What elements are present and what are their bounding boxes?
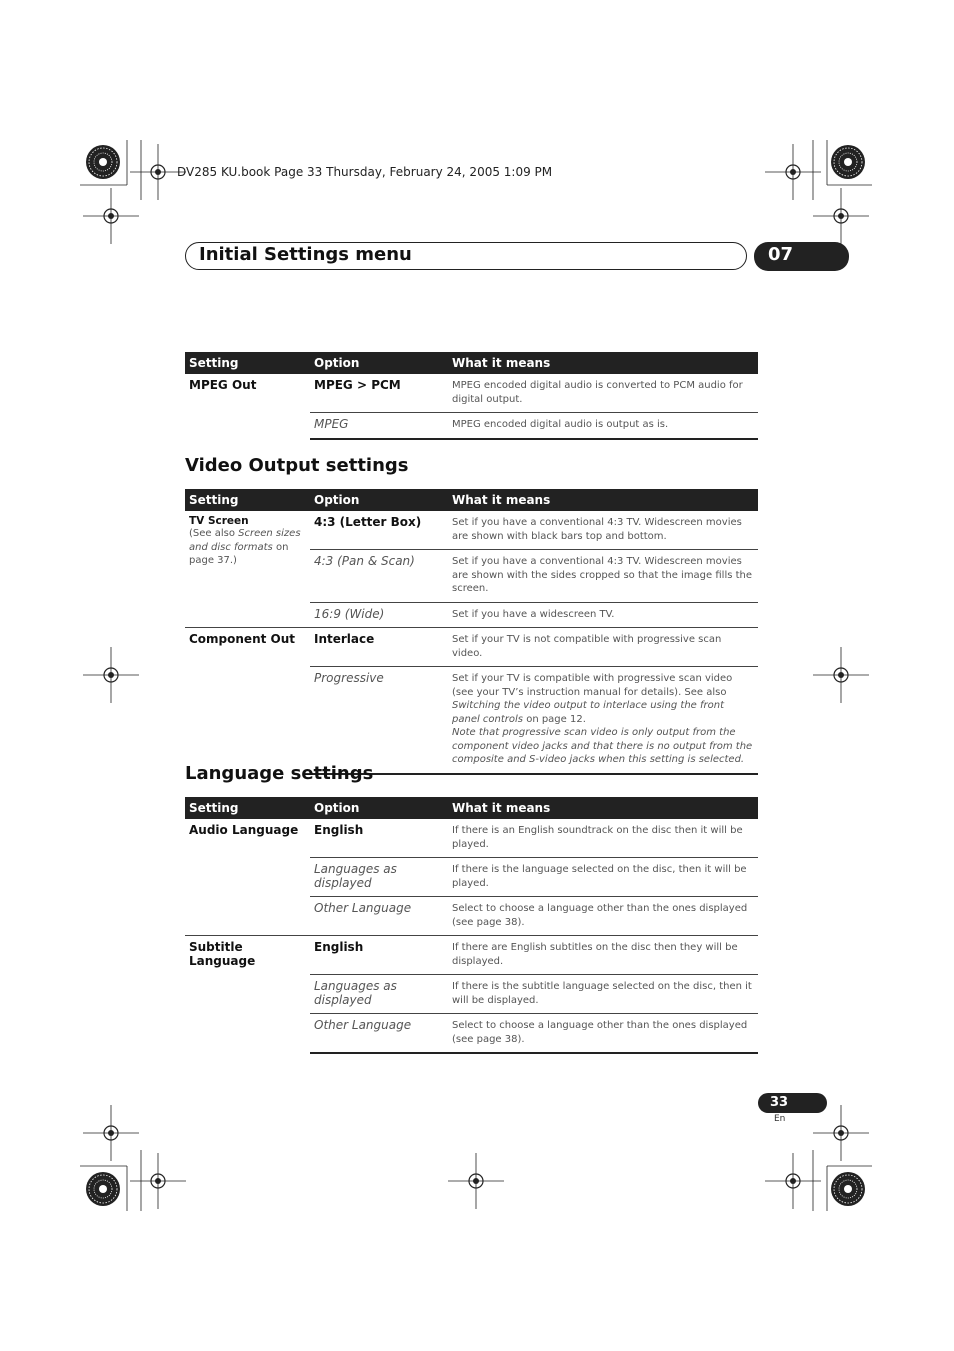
option-cell: Languages as displayed <box>310 975 448 1014</box>
option-cell: 4:3 (Letter Box) <box>314 515 422 529</box>
meaning-cell: Set if your TV is not compatible with progressive scan video. <box>448 628 758 667</box>
setting-cell: Component Out <box>185 628 310 774</box>
setting-cell: Subtitle Language <box>185 936 310 1054</box>
option-cell: Other Language <box>310 1014 448 1054</box>
meaning-cell: Select to choose a language other than the ones displayed (see page 38). <box>448 1014 758 1054</box>
setting-cell <box>185 511 310 628</box>
table-header-row <box>185 489 758 511</box>
meaning-cell: MPEG encoded digital audio is converted to PCM audio for digital output. <box>452 380 743 405</box>
meaning-note: Note that progressive scan video is only output from the component video jacks and that there is no output from the composite and S-video jacks when this setting is selected. <box>452 727 753 765</box>
option-cell: Other Language <box>310 897 448 936</box>
option-cell: MPEG <box>310 413 448 439</box>
header-meaning: What it means <box>448 797 758 819</box>
meaning-cell: Set if you have a conventional 4:3 TV. Widescreen movies are shown with black bars top and bottom. <box>452 517 742 542</box>
option-cell: English <box>314 823 364 837</box>
language-settings-table <box>185 797 758 1054</box>
page-language: En <box>774 1114 786 1124</box>
meaning-cell: If there is an English soundtrack on the disc then it will be played. <box>452 825 743 850</box>
video-settings-table <box>185 489 758 775</box>
table-row <box>185 374 758 413</box>
setting-name: TV Screen <box>189 515 249 527</box>
table-header-row <box>185 797 758 819</box>
table-row <box>185 936 758 975</box>
print-stamp: DV285 KU.book Page 33 Thursday, February 24, 2005 1:09 PM <box>177 165 553 179</box>
meaning-cell: If there is the language selected on the disc, then it will be played. <box>448 858 758 897</box>
meaning-cell: Set if your TV is compatible with progressive scan video (see your TV’s instruction manual for details). See also Switching the video output to interlace using the front panel controls on page 12. Note that progressive scan video is only output from the component video jacks and that there is no output from the composite and S-video jacks when this setting is selected. <box>448 667 758 774</box>
header-meaning: What it means <box>448 352 758 374</box>
option-cell: 16:9 (Wide) <box>310 602 448 628</box>
meaning-cell: If there are English subtitles on the disc then they will be displayed. <box>448 936 758 975</box>
header-option: Option <box>310 797 448 819</box>
header-setting: Setting <box>185 352 310 374</box>
language-section-heading: Language settings <box>185 763 374 784</box>
header-option: Option <box>310 352 448 374</box>
chapter-number: 07 <box>768 244 794 265</box>
table-header-row <box>185 352 758 374</box>
registration-sun-icon <box>86 145 120 179</box>
meaning-cell: Set if you have a widescreen TV. <box>448 602 758 628</box>
table-row <box>185 628 758 667</box>
option-cell: Interlace <box>310 628 448 667</box>
setting-cell: Audio Language <box>189 823 299 837</box>
table-row <box>185 511 758 550</box>
header-option: Option <box>310 489 448 511</box>
page-number-badge <box>758 1093 827 1113</box>
audio-settings-table <box>185 352 758 440</box>
header-meaning: What it means <box>448 489 758 511</box>
option-cell: Languages as displayed <box>310 858 448 897</box>
page-number: 33 <box>770 1095 789 1110</box>
meaning-cell: MPEG encoded digital audio is output as is. <box>448 413 758 439</box>
meaning-cell: Select to choose a language other than the ones displayed (see page 38). <box>448 897 758 936</box>
option-cell: Progressive <box>310 667 448 774</box>
video-section-heading: Video Output settings <box>185 455 409 476</box>
setting-cell: MPEG Out <box>189 378 257 392</box>
setting-note: (See also Screen sizes and disc formats on page 37.) <box>189 528 301 566</box>
page-title: Initial Settings menu <box>199 244 412 265</box>
meaning-cell: Set if you have a conventional 4:3 TV. Widescreen movies are shown with the sides cropped so that the image fills the screen. <box>448 550 758 603</box>
option-cell: English <box>310 936 448 975</box>
header-setting: Setting <box>185 797 310 819</box>
meaning-cell: If there is the subtitle language selected on the disc, then it will be displayed. <box>448 975 758 1014</box>
option-cell: MPEG > PCM <box>314 378 401 392</box>
table-row <box>185 819 758 858</box>
option-cell: 4:3 (Pan & Scan) <box>310 550 448 603</box>
header-setting: Setting <box>185 489 310 511</box>
